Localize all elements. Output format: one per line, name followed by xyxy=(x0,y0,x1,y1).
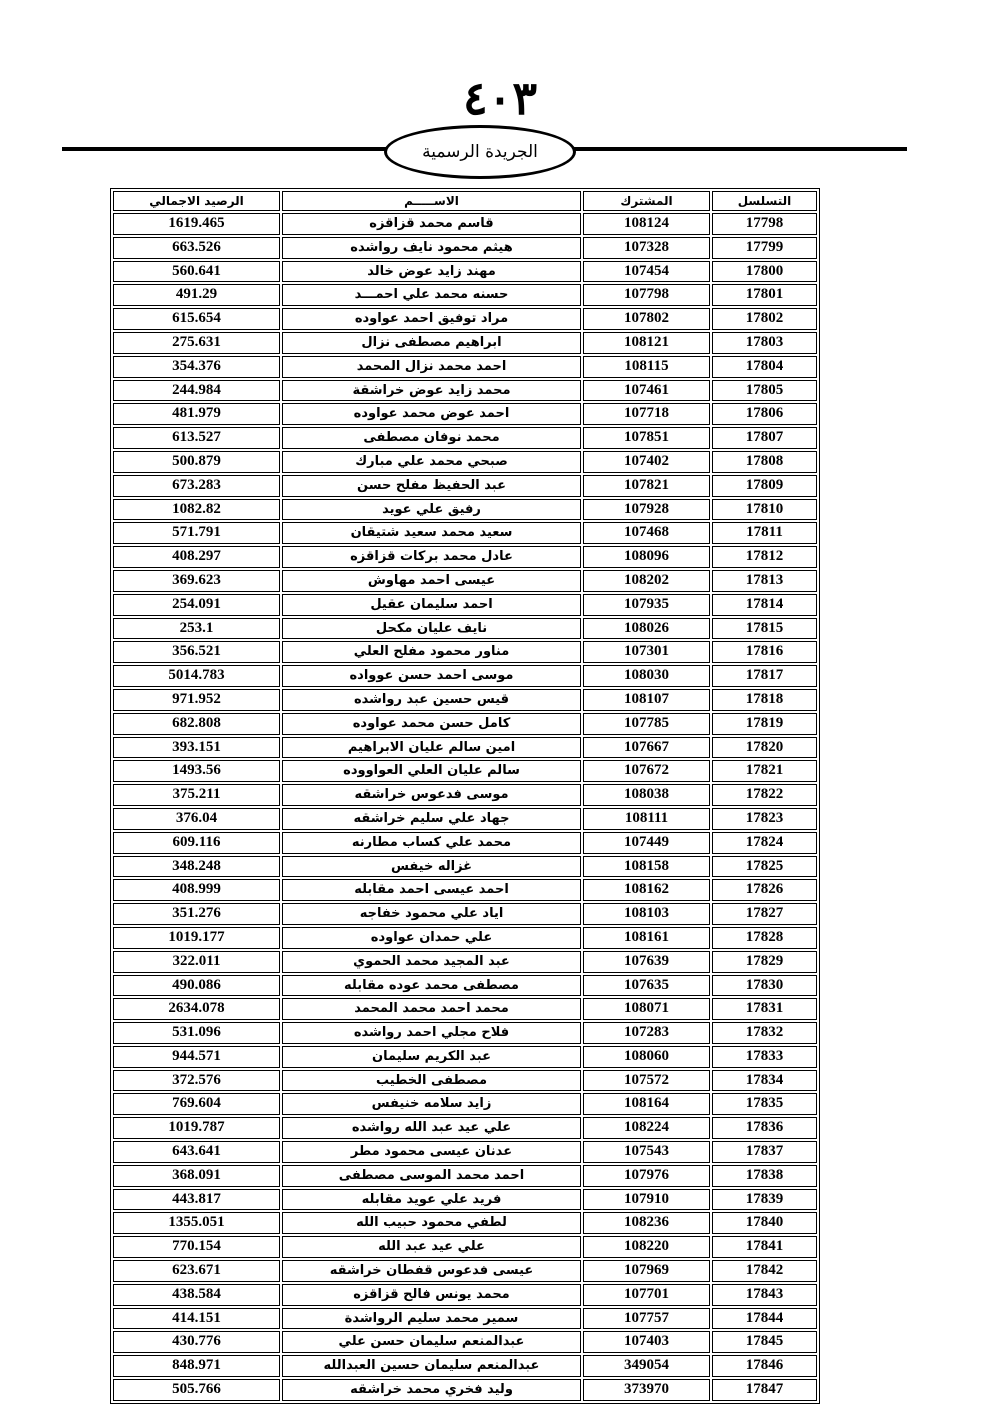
serial-cell: 17808 xyxy=(712,451,817,473)
table-row xyxy=(113,1308,817,1330)
name-cell: فريد علي عويد مقابله xyxy=(282,1189,581,1211)
subscriber-cell: 107802 xyxy=(583,308,710,330)
subscriber-cell: 108026 xyxy=(583,618,710,640)
balance-cell: 5014.783 xyxy=(113,665,280,687)
serial-cell: 17841 xyxy=(712,1236,817,1258)
balance-cell: 613.527 xyxy=(113,427,280,449)
subscriber-cell: 107976 xyxy=(583,1165,710,1187)
balance-cell: 848.971 xyxy=(113,1355,280,1377)
table-row xyxy=(113,1141,817,1163)
table-row xyxy=(113,261,817,283)
subscriber-cell: 107543 xyxy=(583,1141,710,1163)
serial-cell: 17831 xyxy=(712,998,817,1020)
balance-cell: 438.584 xyxy=(113,1284,280,1306)
table-row xyxy=(113,975,817,997)
serial-cell: 17829 xyxy=(712,951,817,973)
table-row xyxy=(113,1022,817,1044)
records-table xyxy=(110,188,820,1404)
balance-cell: 643.641 xyxy=(113,1141,280,1163)
balance-cell: 682.808 xyxy=(113,713,280,735)
serial-cell: 17845 xyxy=(712,1331,817,1353)
table-row xyxy=(113,284,817,306)
table-header-row xyxy=(113,191,817,211)
balance-cell: 505.766 xyxy=(113,1379,280,1401)
serial-cell: 17810 xyxy=(712,499,817,521)
subscriber-cell: 108107 xyxy=(583,689,710,711)
serial-cell: 17830 xyxy=(712,975,817,997)
serial-cell: 17801 xyxy=(712,284,817,306)
header-total-balance: الرصيد الاجمالي xyxy=(113,191,280,211)
table-row xyxy=(113,546,817,568)
name-cell: فلاح مجلي احمد رواشده xyxy=(282,1022,581,1044)
serial-cell: 17814 xyxy=(712,594,817,616)
name-cell: احمد سليمان عقيل xyxy=(282,594,581,616)
subscriber-cell: 107910 xyxy=(583,1189,710,1211)
name-cell: سمير محمد سليم الرواشدة xyxy=(282,1308,581,1330)
balance-cell: 354.376 xyxy=(113,356,280,378)
subscriber-cell: 107667 xyxy=(583,737,710,759)
table-row xyxy=(113,213,817,235)
serial-cell: 17799 xyxy=(712,237,817,259)
table-row xyxy=(113,1236,817,1258)
subscriber-cell: 108202 xyxy=(583,570,710,592)
table-row xyxy=(113,308,817,330)
subscriber-cell: 107454 xyxy=(583,261,710,283)
table-row xyxy=(113,1284,817,1306)
serial-cell: 17811 xyxy=(712,522,817,544)
serial-cell: 17822 xyxy=(712,784,817,806)
subscriber-cell: 108124 xyxy=(583,213,710,235)
name-cell: علي حمدان عواوده xyxy=(282,927,581,949)
serial-cell: 17835 xyxy=(712,1093,817,1115)
balance-cell: 623.671 xyxy=(113,1260,280,1282)
table-row xyxy=(113,427,817,449)
name-cell: محمد احمد محمد المحمد xyxy=(282,998,581,1020)
serial-cell: 17842 xyxy=(712,1260,817,1282)
table-row xyxy=(113,522,817,544)
serial-cell: 17817 xyxy=(712,665,817,687)
subscriber-cell: 108030 xyxy=(583,665,710,687)
table-row xyxy=(113,951,817,973)
table-row xyxy=(113,1093,817,1115)
subscriber-cell: 107283 xyxy=(583,1022,710,1044)
serial-cell: 17806 xyxy=(712,403,817,425)
name-cell: اياد علي محمود خفاجه xyxy=(282,903,581,925)
balance-cell: 560.641 xyxy=(113,261,280,283)
subscriber-cell: 107969 xyxy=(583,1260,710,1282)
name-cell: احمد محمد الموسى مصطفى xyxy=(282,1165,581,1187)
table-row xyxy=(113,1189,817,1211)
balance-cell: 769.604 xyxy=(113,1093,280,1115)
name-cell: وليد فخري محمد خراشقه xyxy=(282,1379,581,1401)
serial-cell: 17837 xyxy=(712,1141,817,1163)
name-cell: موسى فدعوس خراشقه xyxy=(282,784,581,806)
balance-cell: 376.04 xyxy=(113,808,280,830)
balance-cell: 375.211 xyxy=(113,784,280,806)
table-row xyxy=(113,332,817,354)
subscriber-cell: 107672 xyxy=(583,760,710,782)
table-row xyxy=(113,903,817,925)
table-row xyxy=(113,356,817,378)
table-row xyxy=(113,451,817,473)
subscriber-cell: 108071 xyxy=(583,998,710,1020)
subscriber-cell: 107701 xyxy=(583,1284,710,1306)
subscriber-cell: 108164 xyxy=(583,1093,710,1115)
name-cell: زايد سلامه خنيفس xyxy=(282,1093,581,1115)
serial-cell: 17812 xyxy=(712,546,817,568)
serial-cell: 17798 xyxy=(712,213,817,235)
name-cell: عبد المجيد محمد الحموي xyxy=(282,951,581,973)
table-row xyxy=(113,475,817,497)
subscriber-cell: 107328 xyxy=(583,237,710,259)
table-row xyxy=(113,1165,817,1187)
balance-cell: 244.984 xyxy=(113,380,280,402)
table-row xyxy=(113,927,817,949)
balance-cell: 500.879 xyxy=(113,451,280,473)
name-cell: محمد زايد عوض خراشقة xyxy=(282,380,581,402)
name-cell: قاسم محمد قزاقزه xyxy=(282,213,581,235)
name-cell: عبدالمنعم سليمان حسن علي xyxy=(282,1331,581,1353)
balance-cell: 944.571 xyxy=(113,1046,280,1068)
serial-cell: 17825 xyxy=(712,856,817,878)
subscriber-cell: 107468 xyxy=(583,522,710,544)
balance-cell: 414.151 xyxy=(113,1308,280,1330)
name-cell: مناور محمود مفلح العلي xyxy=(282,641,581,663)
balance-cell: 1619.465 xyxy=(113,213,280,235)
serial-cell: 17802 xyxy=(712,308,817,330)
balance-cell: 351.276 xyxy=(113,903,280,925)
balance-cell: 372.576 xyxy=(113,1070,280,1092)
name-cell: عبدالمنعم سليمان حسين العبدالله xyxy=(282,1355,581,1377)
table-row xyxy=(113,594,817,616)
subscriber-cell: 108111 xyxy=(583,808,710,830)
table-row xyxy=(113,618,817,640)
name-cell: احمد عيسى احمد مقابله xyxy=(282,879,581,901)
serial-cell: 17832 xyxy=(712,1022,817,1044)
balance-cell: 356.521 xyxy=(113,641,280,663)
subscriber-cell: 107757 xyxy=(583,1308,710,1330)
serial-cell: 17809 xyxy=(712,475,817,497)
serial-cell: 17847 xyxy=(712,1379,817,1401)
name-cell: نايف عليان مكحل xyxy=(282,618,581,640)
header-serial: التسلسل xyxy=(712,191,817,211)
table-row xyxy=(113,856,817,878)
table-row xyxy=(113,1355,817,1377)
serial-cell: 17833 xyxy=(712,1046,817,1068)
subscriber-cell: 349054 xyxy=(583,1355,710,1377)
balance-cell: 253.1 xyxy=(113,618,280,640)
table-row xyxy=(113,1260,817,1282)
header-name: الاســـــم xyxy=(282,191,581,211)
name-cell: جهاد علي سليم خراشقه xyxy=(282,808,581,830)
serial-cell: 17826 xyxy=(712,879,817,901)
balance-cell: 663.526 xyxy=(113,237,280,259)
name-cell: احمد عوض محمد عواوده xyxy=(282,403,581,425)
name-cell: ابراهيم مصطفى نزال xyxy=(282,332,581,354)
name-cell: سالم عليان العلي العواووده xyxy=(282,760,581,782)
balance-cell: 615.654 xyxy=(113,308,280,330)
name-cell: موسى احمد حسن عوواده xyxy=(282,665,581,687)
subscriber-cell: 108096 xyxy=(583,546,710,568)
table-row xyxy=(113,737,817,759)
subscriber-cell: 108103 xyxy=(583,903,710,925)
balance-cell: 1355.051 xyxy=(113,1212,280,1234)
name-cell: احمد محمد نزال المحمد xyxy=(282,356,581,378)
table-row xyxy=(113,1212,817,1234)
balance-cell: 609.116 xyxy=(113,832,280,854)
table-row xyxy=(113,1331,817,1353)
balance-cell: 770.154 xyxy=(113,1236,280,1258)
masthead-title: الجريدة الرسمية xyxy=(384,125,576,179)
subscriber-cell: 108220 xyxy=(583,1236,710,1258)
serial-cell: 17820 xyxy=(712,737,817,759)
table-row xyxy=(113,665,817,687)
balance-cell: 1082.82 xyxy=(113,499,280,521)
balance-cell: 2634.078 xyxy=(113,998,280,1020)
balance-cell: 481.979 xyxy=(113,403,280,425)
table-row xyxy=(113,380,817,402)
balance-cell: 1019.787 xyxy=(113,1117,280,1139)
subscriber-cell: 373970 xyxy=(583,1379,710,1401)
balance-cell: 490.086 xyxy=(113,975,280,997)
subscriber-cell: 108121 xyxy=(583,332,710,354)
subscriber-cell: 107718 xyxy=(583,403,710,425)
subscriber-cell: 107785 xyxy=(583,713,710,735)
page-number: ٤٠٣ xyxy=(462,71,538,125)
name-cell: هيثم محمود نايف رواشده xyxy=(282,237,581,259)
serial-cell: 17800 xyxy=(712,261,817,283)
table-row xyxy=(113,1070,817,1092)
name-cell: امين سالم عليان الابراهيم xyxy=(282,737,581,759)
serial-cell: 17836 xyxy=(712,1117,817,1139)
serial-cell: 17843 xyxy=(712,1284,817,1306)
serial-cell: 17824 xyxy=(712,832,817,854)
balance-cell: 393.151 xyxy=(113,737,280,759)
subscriber-cell: 107639 xyxy=(583,951,710,973)
table-row xyxy=(113,879,817,901)
table-row xyxy=(113,237,817,259)
serial-cell: 17840 xyxy=(712,1212,817,1234)
table-row xyxy=(113,689,817,711)
name-cell: حسنه محمد علي احمـــد xyxy=(282,284,581,306)
subscriber-cell: 108224 xyxy=(583,1117,710,1139)
balance-cell: 443.817 xyxy=(113,1189,280,1211)
serial-cell: 17804 xyxy=(712,356,817,378)
balance-cell: 322.011 xyxy=(113,951,280,973)
name-cell: مصطفى محمد عوده مقابله xyxy=(282,975,581,997)
subscriber-cell: 107402 xyxy=(583,451,710,473)
subscriber-cell: 107449 xyxy=(583,832,710,854)
subscriber-cell: 107635 xyxy=(583,975,710,997)
balance-cell: 254.091 xyxy=(113,594,280,616)
balance-cell: 1493.56 xyxy=(113,760,280,782)
name-cell: عيسى احمد مهاوش xyxy=(282,570,581,592)
subscriber-cell: 107798 xyxy=(583,284,710,306)
name-cell: سعيد محمد سعيد شتيقان xyxy=(282,522,581,544)
table-row xyxy=(113,499,817,521)
serial-cell: 17827 xyxy=(712,903,817,925)
header-subscriber: المشترك xyxy=(583,191,710,211)
serial-cell: 17844 xyxy=(712,1308,817,1330)
name-cell: لطفي محمود حبيب الله xyxy=(282,1212,581,1234)
subscriber-cell: 108161 xyxy=(583,927,710,949)
subscriber-cell: 108162 xyxy=(583,879,710,901)
subscriber-cell: 107928 xyxy=(583,499,710,521)
serial-cell: 17846 xyxy=(712,1355,817,1377)
subscriber-cell: 107935 xyxy=(583,594,710,616)
table-row xyxy=(113,760,817,782)
name-cell: عدنان عيسى محمود مطر xyxy=(282,1141,581,1163)
balance-cell: 1019.177 xyxy=(113,927,280,949)
balance-cell: 408.999 xyxy=(113,879,280,901)
serial-cell: 17818 xyxy=(712,689,817,711)
serial-cell: 17815 xyxy=(712,618,817,640)
serial-cell: 17813 xyxy=(712,570,817,592)
subscriber-cell: 107301 xyxy=(583,641,710,663)
table-row xyxy=(113,784,817,806)
name-cell: محمد يونس فالح قزاقزه xyxy=(282,1284,581,1306)
table-row xyxy=(113,1379,817,1401)
name-cell: كامل حسن محمد عواوده xyxy=(282,713,581,735)
name-cell: عبد الحفيظ مفلح حسن xyxy=(282,475,581,497)
name-cell: صبحي محمد علي مبارك xyxy=(282,451,581,473)
serial-cell: 17834 xyxy=(712,1070,817,1092)
table-row xyxy=(113,1117,817,1139)
subscriber-cell: 108038 xyxy=(583,784,710,806)
name-cell: عادل محمد بركات قزاقزه xyxy=(282,546,581,568)
records-table-container xyxy=(110,188,818,1404)
subscriber-cell: 107461 xyxy=(583,380,710,402)
table-row xyxy=(113,570,817,592)
table-row xyxy=(113,808,817,830)
table-row xyxy=(113,1046,817,1068)
serial-cell: 17839 xyxy=(712,1189,817,1211)
table-row xyxy=(113,641,817,663)
subscriber-cell: 107821 xyxy=(583,475,710,497)
balance-cell: 971.952 xyxy=(113,689,280,711)
serial-cell: 17838 xyxy=(712,1165,817,1187)
serial-cell: 17821 xyxy=(712,760,817,782)
name-cell: عيسى فدعوس قفطان خراشقه xyxy=(282,1260,581,1282)
subscriber-cell: 108060 xyxy=(583,1046,710,1068)
subscriber-cell: 107851 xyxy=(583,427,710,449)
balance-cell: 531.096 xyxy=(113,1022,280,1044)
table-row xyxy=(113,713,817,735)
table-row xyxy=(113,998,817,1020)
serial-cell: 17816 xyxy=(712,641,817,663)
subscriber-cell: 107403 xyxy=(583,1331,710,1353)
name-cell: علي عيد عبد الله xyxy=(282,1236,581,1258)
name-cell: محمد علي كساب مطارنه xyxy=(282,832,581,854)
serial-cell: 17807 xyxy=(712,427,817,449)
serial-cell: 17805 xyxy=(712,380,817,402)
balance-cell: 430.776 xyxy=(113,1331,280,1353)
subscriber-cell: 108236 xyxy=(583,1212,710,1234)
balance-cell: 368.091 xyxy=(113,1165,280,1187)
serial-cell: 17819 xyxy=(712,713,817,735)
serial-cell: 17803 xyxy=(712,332,817,354)
name-cell: رفيق علي عويد xyxy=(282,499,581,521)
table-body xyxy=(113,213,817,1401)
name-cell: عبد الكريم سليمان xyxy=(282,1046,581,1068)
subscriber-cell: 108158 xyxy=(583,856,710,878)
name-cell: محمد نوفان مصطفى xyxy=(282,427,581,449)
subscriber-cell: 108115 xyxy=(583,356,710,378)
serial-cell: 17823 xyxy=(712,808,817,830)
name-cell: علي عيد عبد الله رواشده xyxy=(282,1117,581,1139)
balance-cell: 348.248 xyxy=(113,856,280,878)
balance-cell: 275.631 xyxy=(113,332,280,354)
balance-cell: 408.297 xyxy=(113,546,280,568)
balance-cell: 491.29 xyxy=(113,284,280,306)
name-cell: مصطفى الخطيب xyxy=(282,1070,581,1092)
name-cell: غزاله خيفس xyxy=(282,856,581,878)
table-row xyxy=(113,832,817,854)
balance-cell: 673.283 xyxy=(113,475,280,497)
serial-cell: 17828 xyxy=(712,927,817,949)
table-row xyxy=(113,403,817,425)
name-cell: مراد توفيق احمد عواوده xyxy=(282,308,581,330)
name-cell: قيس حسين عبد رواشده xyxy=(282,689,581,711)
subscriber-cell: 107572 xyxy=(583,1070,710,1092)
balance-cell: 571.791 xyxy=(113,522,280,544)
name-cell: مهند زايد عوض خالد xyxy=(282,261,581,283)
balance-cell: 369.623 xyxy=(113,570,280,592)
